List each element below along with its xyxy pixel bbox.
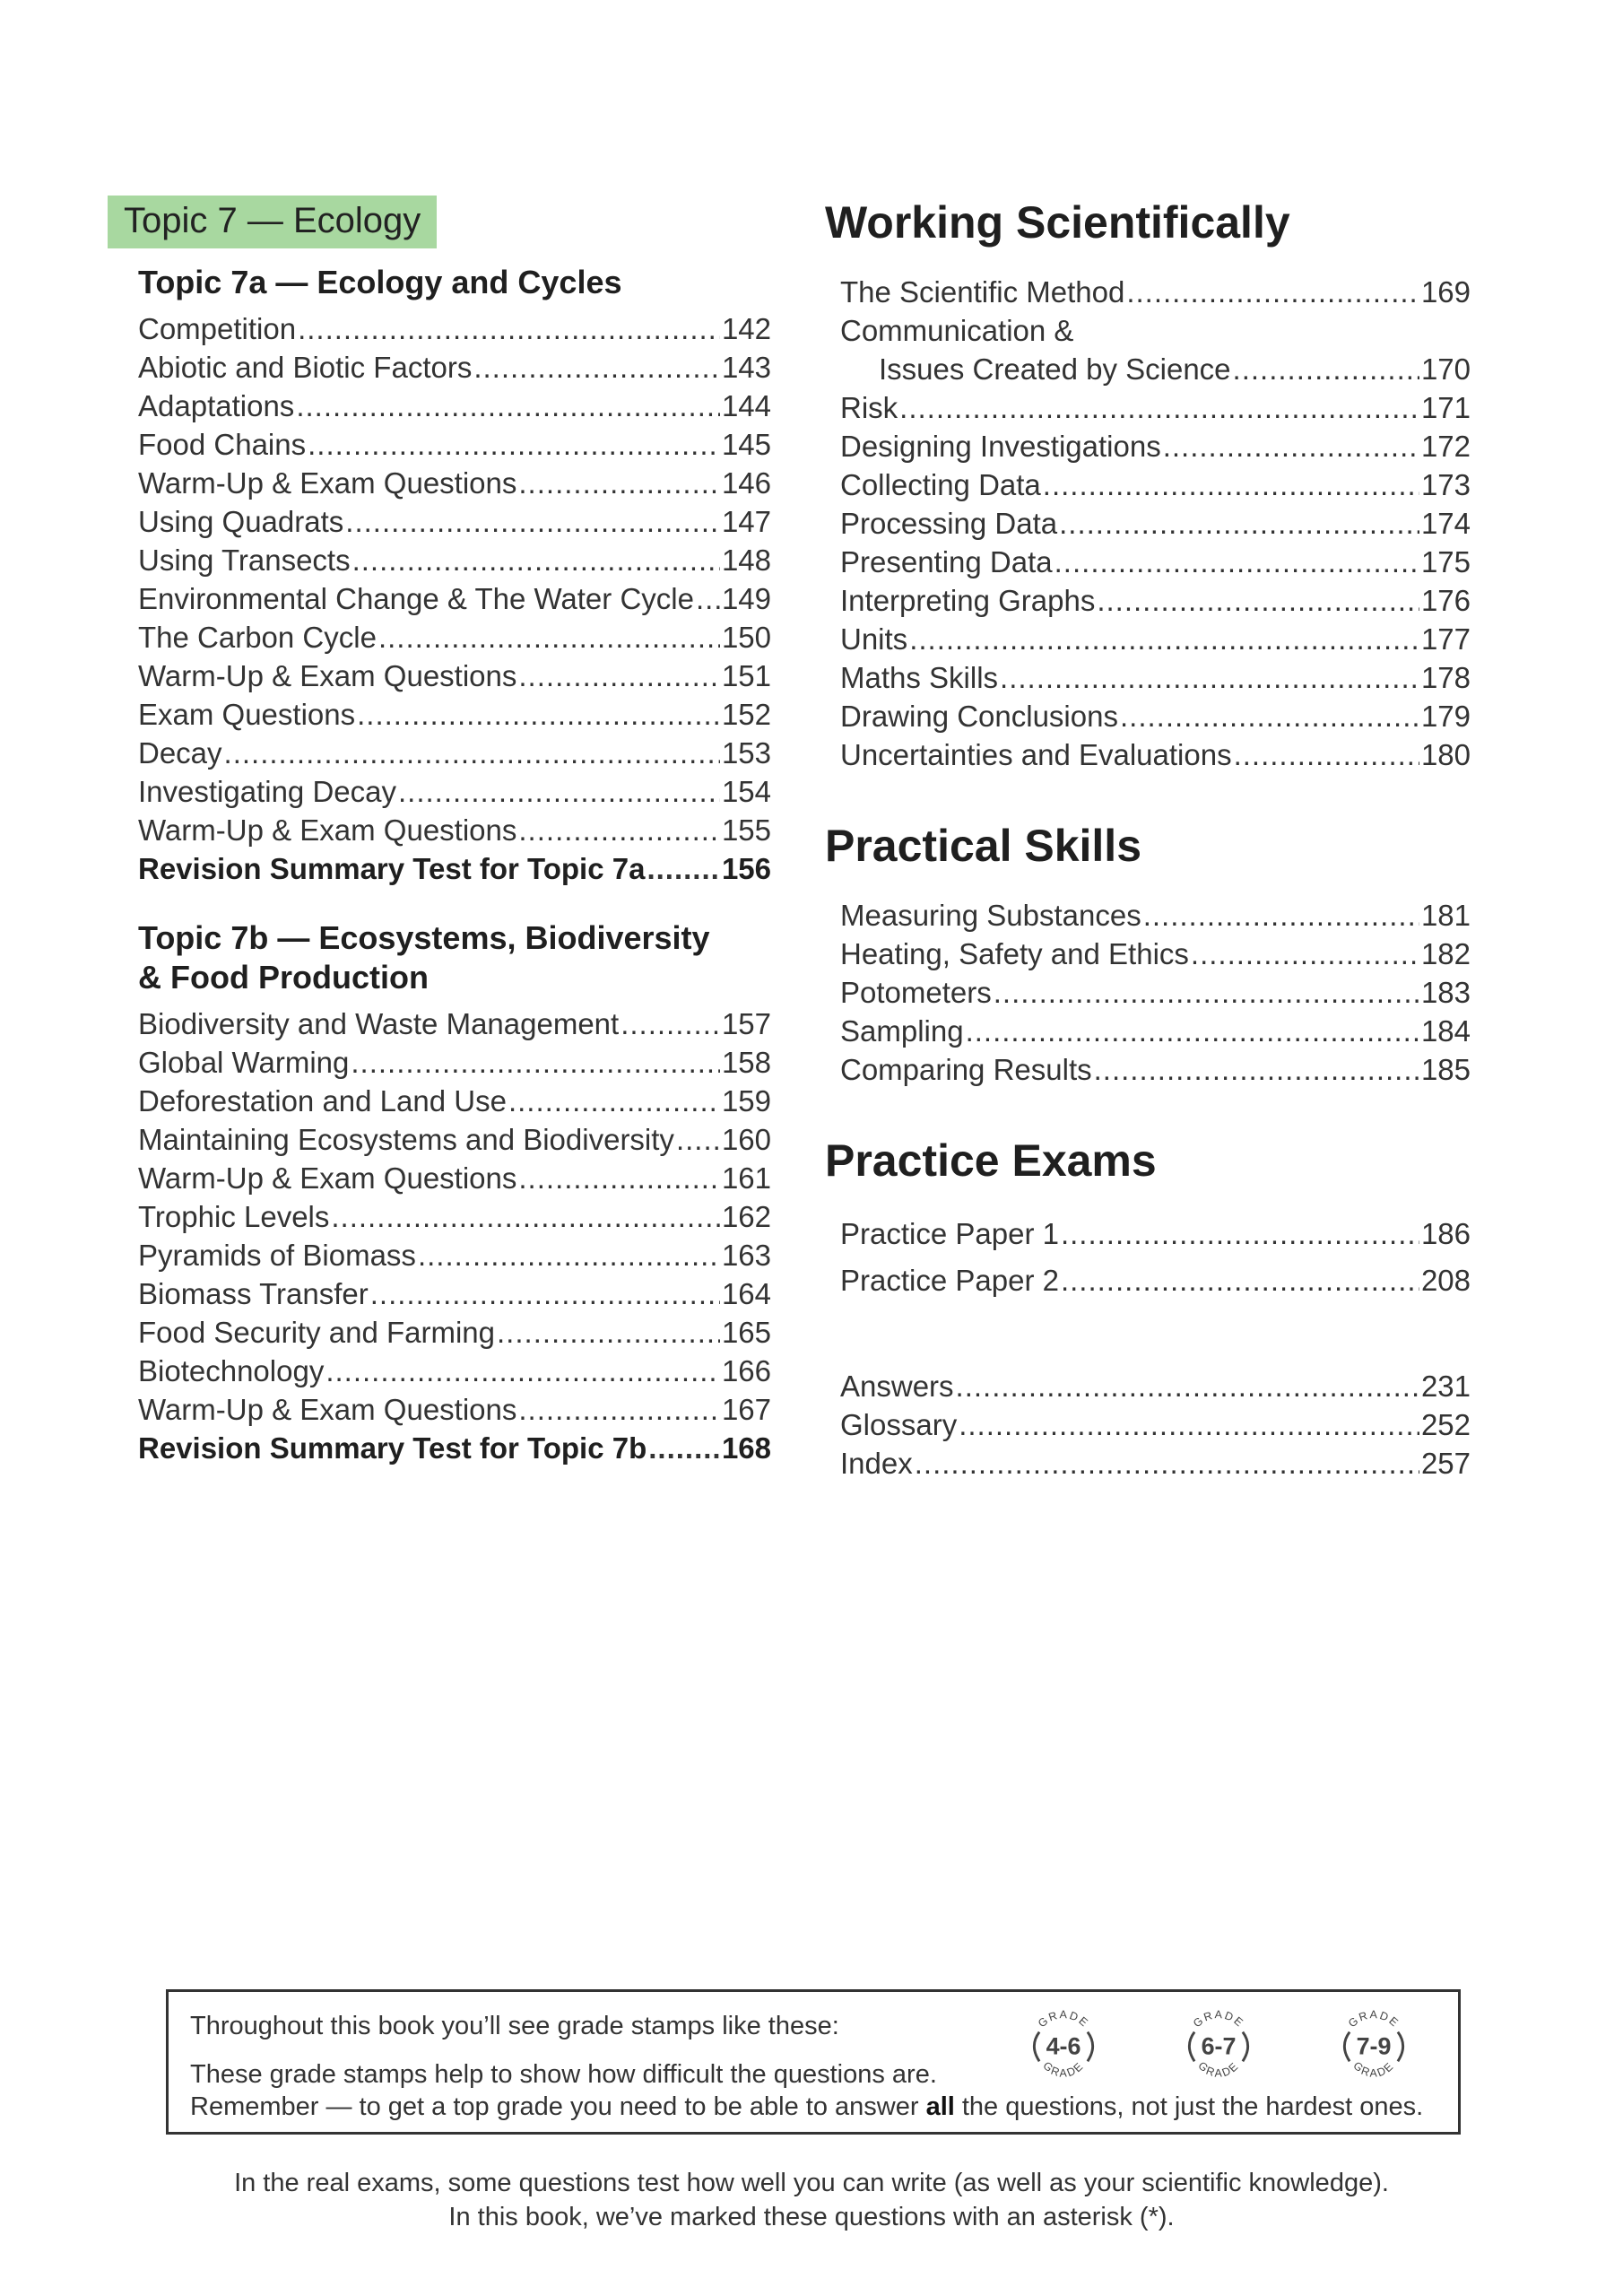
toc-entry[interactable]	[840, 1367, 1471, 1405]
toc-entry-page: 150	[721, 621, 771, 654]
toc-entry-label: Practice Paper 1	[840, 1217, 1059, 1250]
toc-entry-page: 171	[1420, 391, 1471, 424]
toc-entry-label: Sampling	[840, 1014, 964, 1048]
toc-list-7b	[108, 1004, 771, 1467]
toc-entry[interactable]	[840, 1257, 1471, 1304]
toc-entry[interactable]	[138, 579, 771, 618]
toc-entry-label: Uncertainties and Evaluations	[840, 738, 1232, 771]
toc-entry-label: Maintaining Ecosystems and Biodiversity	[138, 1123, 674, 1156]
toc-list-working-scientifically	[825, 388, 1471, 774]
subheading-topic-7b-line1: Topic 7b — Ecosystems, Biodiversity	[138, 919, 710, 956]
toc-entry-label: Revision Summary Test for Topic 7b	[138, 1431, 647, 1465]
toc-entry[interactable]	[138, 618, 771, 657]
toc-entry-label: Practice Paper 2	[840, 1264, 1059, 1297]
svg-text:GRADE: GRADE	[1350, 2059, 1397, 2080]
toc-entry[interactable]	[138, 309, 771, 348]
toc-entry[interactable]	[840, 1444, 1471, 1483]
toc-entry[interactable]	[138, 387, 771, 425]
toc-entry-page: 148	[721, 544, 771, 577]
toc-entry-page: 152	[721, 698, 771, 731]
toc-entry-page: 147	[721, 505, 771, 538]
toc-entry-label: Drawing Conclusions	[840, 700, 1118, 733]
toc-entry[interactable]	[138, 1390, 771, 1429]
toc-entry-label: Decay	[138, 736, 222, 770]
toc-entry-page: 143	[721, 351, 771, 384]
toc-entry-page: 184	[1420, 1014, 1471, 1048]
toc-entry[interactable]	[138, 502, 771, 541]
toc-entry-label: Biomass Transfer	[138, 1277, 369, 1310]
toc-entry-page: 166	[721, 1354, 771, 1387]
toc-entry-label: Biodiversity and Waste Management	[138, 1007, 620, 1040]
footer-note-line1: In the real exams, some questions test how well you can write (as well as your scientific knowledge).	[234, 2169, 1389, 2197]
toc-entry-label: Potometers	[840, 976, 992, 1009]
toc-entry-page: 142	[721, 312, 771, 345]
grade-stamp-7-9-icon	[1331, 2003, 1417, 2089]
toc-entry[interactable]	[138, 695, 771, 734]
toc-entry-label: Warm-Up & Exam Questions	[138, 466, 517, 500]
toc-entry-page: 173	[1420, 468, 1471, 501]
toc-entry-page: 157	[721, 1007, 771, 1040]
toc-entry-label: Abiotic and Biotic Factors	[138, 351, 473, 384]
toc-entry-label: Biotechnology	[138, 1354, 325, 1387]
toc-entry[interactable]	[138, 1352, 771, 1390]
svg-text:4-6: 4-6	[1046, 2032, 1081, 2060]
toc-entry-label: Index	[840, 1447, 913, 1480]
toc-entry[interactable]	[840, 427, 1471, 465]
grade-stamp-info-box	[166, 1989, 1461, 2135]
toc-entry[interactable]	[840, 735, 1471, 774]
toc-entry[interactable]	[138, 1429, 771, 1467]
toc-entry-page: 168	[721, 1431, 771, 1465]
toc-entry[interactable]	[138, 541, 771, 579]
svg-text:GRADE: GRADE	[1035, 2008, 1092, 2031]
toc-entry-page: 176	[1420, 584, 1471, 617]
toc-entry-label: Processing Data	[840, 507, 1058, 540]
toc-entry-page: 175	[1420, 545, 1471, 578]
toc-entry[interactable]	[138, 1313, 771, 1352]
toc-entry[interactable]	[138, 1082, 771, 1120]
left-column	[108, 196, 771, 1467]
toc-entry[interactable]	[138, 657, 771, 695]
toc-entry-label: Warm-Up & Exam Questions	[138, 1393, 517, 1426]
toc-entry-page: 252	[1420, 1408, 1471, 1441]
toc-entry-page: 153	[721, 736, 771, 770]
toc-entry-page: 149	[721, 582, 771, 615]
toc-entry-page: 163	[721, 1239, 771, 1272]
toc-entry-label: Measuring Substances	[840, 899, 1141, 932]
toc-list-back-matter	[825, 1367, 1471, 1483]
toc-entry[interactable]	[138, 1197, 771, 1236]
toc-entry[interactable]	[840, 620, 1471, 658]
toc-entry-page: 179	[1420, 700, 1471, 733]
toc-entry-label: Pyramids of Biomass	[138, 1239, 416, 1272]
section-title-working-scientifically: Working Scientifically	[825, 197, 1290, 248]
subheading-topic-7a: Topic 7a — Ecology and Cycles	[138, 264, 622, 300]
toc-entry-page: 177	[1420, 622, 1471, 656]
toc-entry[interactable]	[840, 697, 1471, 735]
toc-entry-page: 158	[721, 1046, 771, 1079]
svg-text:GRADE: GRADE	[1195, 2059, 1242, 2080]
toc-entry[interactable]	[840, 581, 1471, 620]
toc-entry-page: 154	[721, 775, 771, 808]
toc-entry[interactable]	[840, 1012, 1471, 1050]
toc-entry-page: 144	[721, 389, 771, 422]
toc-entry[interactable]	[840, 1050, 1471, 1089]
toc-entry-page: 174	[1420, 507, 1471, 540]
toc-entry-label: Glossary	[840, 1408, 958, 1441]
svg-text:6-7: 6-7	[1201, 2032, 1237, 2060]
toc-entry-page: 257	[1420, 1447, 1471, 1480]
grade-box-line2: These grade stamps help to show how difficult the questions are.	[190, 2060, 937, 2089]
toc-entry-label: Presenting Data	[840, 545, 1053, 578]
toc-entry[interactable]	[840, 273, 1471, 311]
toc-entry[interactable]	[138, 1159, 771, 1197]
toc-entry-page: 164	[721, 1277, 771, 1310]
toc-entry-page: 146	[721, 466, 771, 500]
toc-entry-label: Interpreting Graphs	[840, 584, 1096, 617]
toc-entry[interactable]	[840, 935, 1471, 973]
toc-entry-page: 145	[721, 428, 771, 461]
toc-entry-page: 185	[1420, 1053, 1471, 1086]
toc-entry-page: 231	[1420, 1370, 1471, 1403]
toc-entry-label: Investigating Decay	[138, 775, 396, 808]
toc-entry[interactable]	[840, 973, 1471, 1012]
grade-stamp-4-6-icon	[1020, 2003, 1107, 2089]
toc-entry-label: Issues Created by Science	[879, 352, 1231, 386]
toc-entry[interactable]	[138, 734, 771, 772]
grade-stamp-6-7-icon	[1176, 2003, 1262, 2089]
grade-box-line1: Throughout this book you’ll see grade stamps like these:	[190, 2012, 839, 2040]
toc-entry[interactable]	[840, 388, 1471, 427]
toc-entry-page: 155	[721, 813, 771, 847]
toc-entry-page: 151	[721, 659, 771, 692]
section-title-practice-exams: Practice Exams	[825, 1135, 1157, 1186]
toc-entry-page: 156	[721, 852, 771, 885]
toc-entry-label: Units	[840, 622, 908, 656]
toc-entry[interactable]	[840, 543, 1471, 581]
toc-entry-page: 178	[1420, 661, 1471, 694]
toc-list-practice-exams	[825, 1211, 1471, 1304]
toc-entry-label: Collecting Data	[840, 468, 1041, 501]
toc-entry-label: Exam Questions	[138, 698, 356, 731]
toc-entry-label: Food Security and Farming	[138, 1316, 496, 1349]
toc-entry-page: 167	[721, 1393, 771, 1426]
toc-entry[interactable]	[840, 504, 1471, 543]
toc-entry-page: 160	[721, 1123, 771, 1156]
toc-entry-label: Adaptations	[138, 389, 295, 422]
toc-list-7a	[108, 309, 771, 888]
toc-entry-label: Warm-Up & Exam Questions	[138, 659, 517, 692]
toc-entry[interactable]	[138, 849, 771, 888]
toc-entry-page: 186	[1420, 1217, 1471, 1250]
toc-entry[interactable]	[138, 1236, 771, 1274]
footer-note-line2: In this book, we’ve marked these questions with an asterisk (*).	[448, 2203, 1175, 2231]
toc-entry-label: Revision Summary Test for Topic 7a	[138, 852, 646, 885]
toc-entry-page: 161	[721, 1161, 771, 1195]
topic-label: Topic 7 — Ecology	[108, 196, 437, 248]
toc-entry-page: 165	[721, 1316, 771, 1349]
toc-entry[interactable]	[840, 465, 1471, 504]
toc-entry-label: Warm-Up & Exam Questions	[138, 1161, 517, 1195]
toc-entry-label: Global Warming	[138, 1046, 350, 1079]
toc-entry-label: Trophic Levels	[138, 1200, 330, 1233]
toc-entry[interactable]	[840, 1405, 1471, 1444]
subheading-topic-7b-line2: & Food Production	[138, 959, 429, 996]
svg-text:7-9: 7-9	[1356, 2032, 1392, 2060]
toc-entry-label: Risk	[840, 391, 898, 424]
toc-entry[interactable]	[138, 464, 771, 502]
toc-entry-label: Using Quadrats	[138, 505, 344, 538]
grade-box-line3: Remember — to get a top grade you need to be able to answer all the questions, not just the hardest ones.	[190, 2092, 1424, 2121]
toc-entry[interactable]	[138, 1120, 771, 1159]
toc-entry[interactable]	[138, 772, 771, 811]
toc-entry-label: Heating, Safety and Ethics	[840, 937, 1189, 970]
toc-list-practical-skills	[825, 896, 1471, 1089]
toc-entry[interactable]	[138, 1274, 771, 1313]
toc-entry-label: Comparing Results	[840, 1053, 1092, 1086]
toc-entry[interactable]	[879, 350, 1471, 388]
toc-entry[interactable]	[840, 896, 1471, 935]
toc-entry-label: Competition	[138, 312, 297, 345]
toc-entry[interactable]	[138, 348, 771, 387]
toc-entry-page: 181	[1420, 899, 1471, 932]
toc-entry-label: Deforestation and Land Use	[138, 1084, 507, 1118]
svg-text:GRADE: GRADE	[1345, 2008, 1402, 2031]
toc-entry[interactable]	[138, 1043, 771, 1082]
toc-entry-label: The Carbon Cycle	[138, 621, 377, 654]
toc-entry-page: 159	[721, 1084, 771, 1118]
toc-entry-label: Answers	[840, 1370, 954, 1403]
toc-entry-page: 170	[1420, 352, 1471, 386]
toc-entry-label: Designing Investigations	[840, 430, 1161, 463]
toc-entry-label: Warm-Up & Exam Questions	[138, 813, 517, 847]
toc-entry-label: Using Transects	[138, 544, 351, 577]
section-title-practical-skills: Practical Skills	[825, 821, 1142, 871]
svg-text:GRADE: GRADE	[1190, 2008, 1247, 2031]
toc-entry[interactable]	[138, 425, 771, 464]
toc-entry-label: The Scientific Method	[840, 275, 1125, 309]
toc-entry-page: 208	[1420, 1264, 1471, 1297]
toc-entry-label: Maths Skills	[840, 661, 999, 694]
toc-entry-label: Environmental Change & The Water Cycle	[138, 582, 694, 615]
right-column	[825, 196, 1471, 1483]
toc-entry-label-line1: Communication &	[840, 314, 1074, 347]
toc-entry-label: Food Chains	[138, 428, 307, 461]
svg-text:GRADE: GRADE	[1040, 2059, 1087, 2080]
toc-entry[interactable]	[138, 1004, 771, 1043]
toc-entry-page: 169	[1420, 275, 1471, 309]
toc-entry[interactable]	[138, 811, 771, 849]
toc-entry-page: 172	[1420, 430, 1471, 463]
toc-entry-page: 162	[721, 1200, 771, 1233]
toc-entry-page: 183	[1420, 976, 1471, 1009]
toc-entry-page: 180	[1420, 738, 1471, 771]
toc-entry[interactable]	[840, 1211, 1471, 1257]
toc-entry-page: 182	[1420, 937, 1471, 970]
toc-entry[interactable]	[840, 658, 1471, 697]
